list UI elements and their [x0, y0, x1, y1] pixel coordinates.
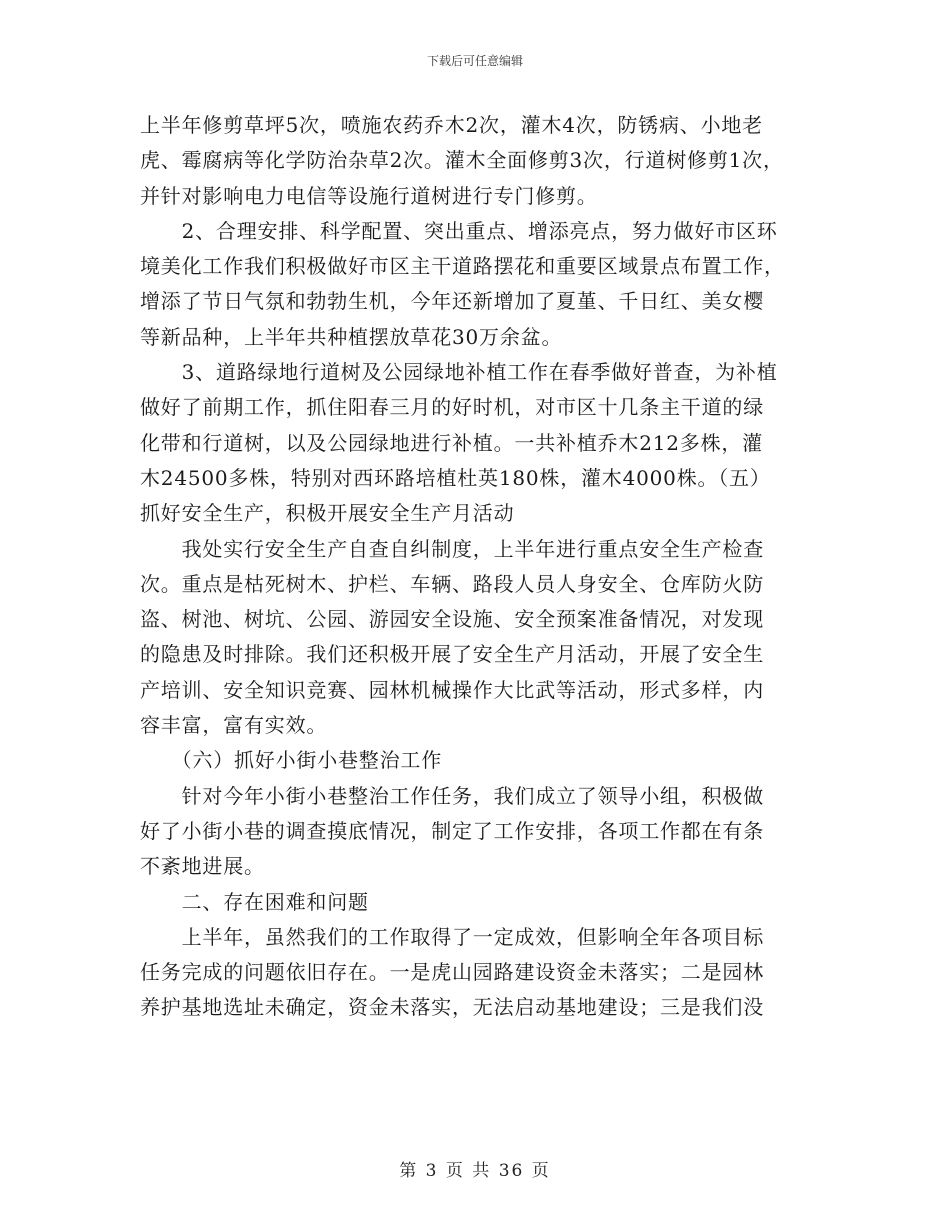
text-line: 养护基地选址未确定，资金未落实，无法启动基地建设；三是我们没 [140, 995, 764, 1020]
text-line: 次。重点是枯死树木、护栏、车辆、路段人员人身安全、仓库防火防 [140, 571, 764, 596]
text-line: 3、道路绿地行道树及公园绿地补植工作在春季做好普查，为补植 [140, 360, 778, 385]
text-line: 我处实行安全生产自查自纠制度，上半年进行重点安全生产检查 [140, 536, 764, 561]
text-line: 境美化工作我们积极做好市区主干道路摆花和重要区域景点布置工作， [140, 254, 785, 279]
text-line: 上半年，虽然我们的工作取得了一定成效，但影响全年各项目标 [140, 924, 764, 949]
text-line: 容丰富，富有实效。 [140, 713, 328, 738]
text-line: 等新品种，上半年共种植摆放草花30万余盆。 [140, 324, 563, 349]
text-line: 并针对影响电力电信等设施行道树进行专门修剪。 [140, 183, 598, 208]
text-line: 上半年修剪草坪5次，喷施农药乔木2次，灌木4次，防锈病、小地老 [140, 113, 763, 137]
page-header: 下载后可任意编辑 [426, 54, 523, 68]
text-line: 化带和行道树，以及公园绿地进行补植。一共补植乔木212多株，灌 [140, 430, 763, 455]
text-line: 不紊地进展。 [140, 854, 265, 879]
text-line: 好了小街小巷的调查摸底情况，制定了工作安排，各项工作都在有条 [140, 818, 764, 843]
text-line: 任务完成的问题依旧存在。一是虎山园路建设资金未落实；二是园林 [140, 960, 764, 985]
text-line: 虎、霉腐病等化学防治杂草2次。灌木全面修剪3次，行道树修剪1次， [140, 148, 784, 173]
text-line: （六）抓好小街小巷整治工作 [140, 748, 442, 773]
text-line: 盗、树池、树坑、公园、游园安全设施、安全预案准备情况，对发现 [140, 607, 764, 632]
text-line: 做好了前期工作，抓住阳春三月的好时机，对市区十几条主干道的绿 [140, 395, 764, 420]
text-line: 的隐患及时排除。我们还积极开展了安全生产月活动，开展了安全生 [140, 642, 764, 667]
text-line: 木24500多株，特别对西环路培植杜英180株，灌木4000株。（五） [140, 465, 771, 490]
page-footer: 第 3 页 共 36 页 [399, 1161, 551, 1181]
document-body [140, 108, 830, 1026]
text-line: 增添了节日气氛和勃勃生机，今年还新增加了夏堇、千日红、美女樱 [140, 289, 764, 314]
text-line: 针对今年小街小巷整治工作任务，我们成立了领导小组，积极做 [140, 783, 764, 808]
text-line: 抓好安全生产，积极开展安全生产月活动 [140, 501, 515, 526]
text-line: 产培训、安全知识竞赛、园林机械操作大比武等活动，形式多样，内 [140, 677, 764, 702]
text-line: 2、合理安排、科学配置、突出重点、增添亮点，努力做好市区环 [140, 218, 778, 243]
text-line: 二、存在困难和问题 [140, 889, 369, 914]
body-text [140, 108, 830, 1026]
